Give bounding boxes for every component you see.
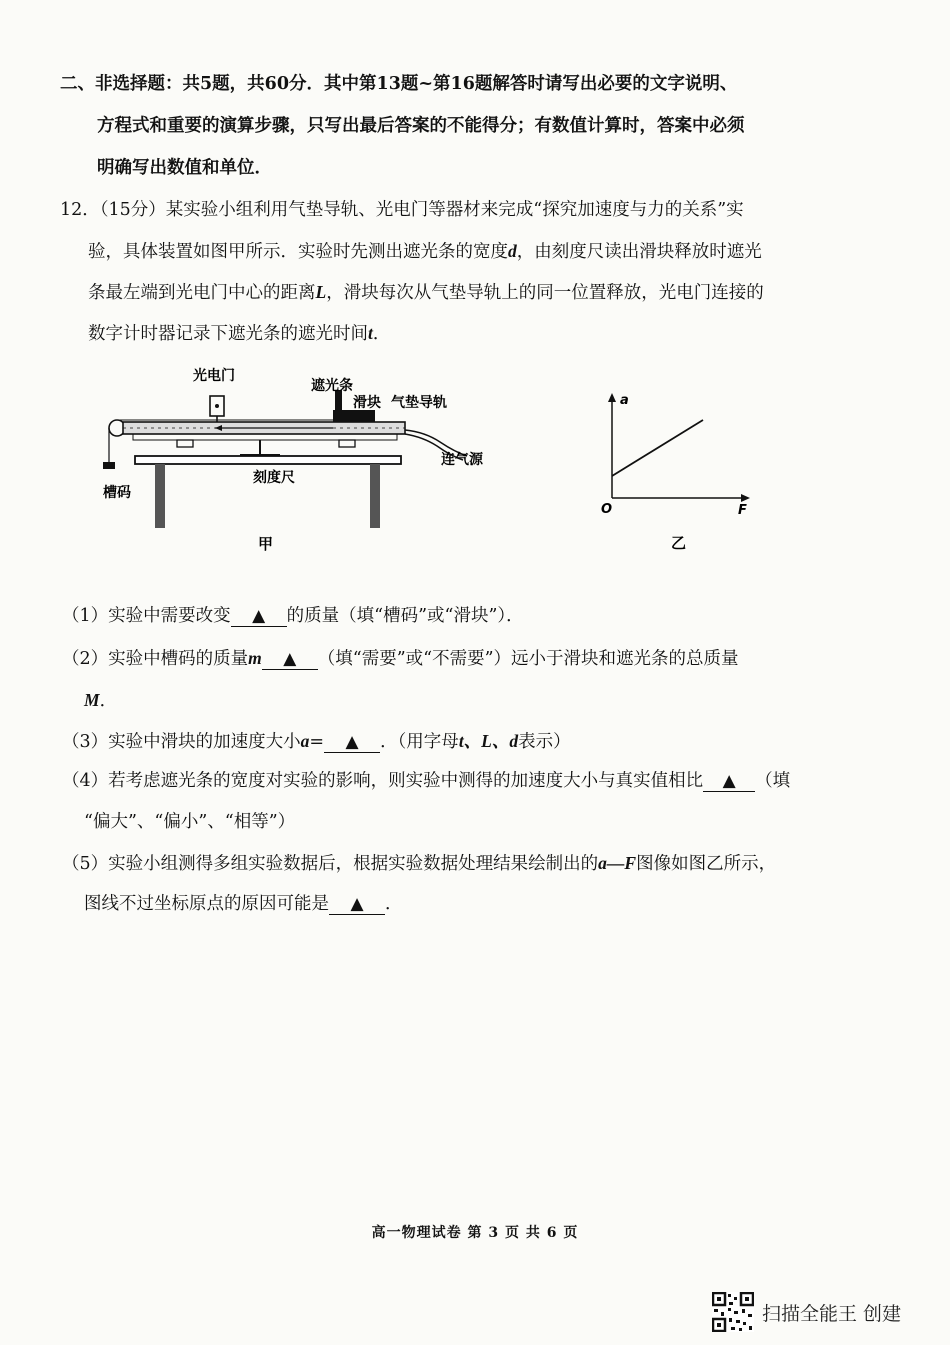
label-air-rail: 气垫导轨 <box>391 395 447 411</box>
q12-line4-text-b: ． <box>372 324 391 344</box>
table-icon <box>135 456 401 464</box>
subq3-text-b: ．（用字母 <box>380 732 459 752</box>
answer-blank-1[interactable]: ▲ <box>231 606 287 627</box>
subq5-text-a: （5）实验小组测得多组实验数据后，根据实验数据处理结果绘制出的 <box>62 854 599 874</box>
subq5-text-b: 图像如图乙所示， <box>636 854 777 874</box>
figure-yi-caption: 乙 <box>671 534 687 552</box>
subq3-text-c: 表示） <box>518 732 571 752</box>
graph-line <box>612 420 703 476</box>
q12-line3-text-b: ，滑块每次从气垫导轨上的同一位置释放，光电门连接的 <box>326 283 764 303</box>
q12-line4 <box>88 321 390 346</box>
origin-label: O <box>601 502 613 517</box>
slider-block-icon <box>333 410 375 422</box>
brand-text: 扫描全能王 创建 <box>762 1302 902 1325</box>
subq-1 <box>62 604 524 628</box>
q12-line1: 12．（15分）某实验小组利用气垫导轨、光电门等器材来完成“探究加速度与力的关系”实 <box>60 200 744 220</box>
label-slider: 滑块 <box>353 395 381 411</box>
answer-blank-3[interactable]: ▲ <box>324 732 380 753</box>
var-aF: a—F <box>598 853 637 873</box>
subq-2 <box>62 646 739 671</box>
subq2-text-a: （2）实验中槽码的质量 <box>62 649 249 669</box>
subq1-text-a: （1）实验中需要改变 <box>62 606 231 626</box>
subq-5 <box>62 851 776 876</box>
var-t: t <box>368 323 373 343</box>
answer-blank-5[interactable]: ▲ <box>329 894 385 915</box>
subq-4 <box>62 769 790 793</box>
subq2-text-c: ． <box>99 691 118 711</box>
figure-jia-caption: 甲 <box>258 535 274 553</box>
subq-4-cont: “偏大”、“偏小”、“相等”） <box>84 812 296 832</box>
subq-3 <box>62 729 571 754</box>
subq4-text-a: （4）若考虑遮光条的宽度对实验的影响，则实验中测得的加速度大小与真实值相比 <box>62 771 704 791</box>
subq2-text-b: （填“需要”或“不需要”）远小于滑块和遮光条的总质量 <box>317 649 739 669</box>
var-a: a <box>300 731 310 751</box>
var-M: M <box>84 690 100 710</box>
figure-graph <box>595 390 765 555</box>
label-light-strip: 遮光条 <box>311 378 353 394</box>
q12-line2-text-b: ，由刻度尺读出滑块释放时遮光 <box>516 242 762 262</box>
q12-line3-text-a: 条最左端到光电门中心的距离 <box>88 283 316 303</box>
label-air-source: 连气源 <box>441 452 483 468</box>
page-footer: 高一物理试卷 第 3 页 共 6 页 <box>371 1225 579 1241</box>
scanner-brand <box>712 1292 901 1332</box>
var-t-L-d: t、L、d <box>458 731 519 751</box>
weight-icon <box>103 462 115 469</box>
answer-blank-2[interactable]: ▲ <box>262 649 318 670</box>
y-axis-label: a <box>620 393 629 408</box>
label-photogate: 光电门 <box>193 368 235 384</box>
label-weight: 槽码 <box>103 485 131 501</box>
subq-2-cont <box>84 688 117 713</box>
subq5-line2-text-b: ． <box>385 894 403 914</box>
subq-5-cont <box>84 892 403 916</box>
x-axis-label: F <box>738 503 747 518</box>
q12-line4-text-a: 数字计时器记录下遮光条的遮光时间 <box>88 324 368 344</box>
subq5-line2-text-a: 图线不过坐标原点的原因可能是 <box>84 894 329 914</box>
var-m: m <box>248 648 262 668</box>
label-ruler: 刻度尺 <box>253 470 295 486</box>
subq4-text-b: （填 <box>755 771 791 791</box>
section-heading-line3: 明确写出数值和单位． <box>97 158 272 178</box>
answer-blank-4[interactable]: ▲ <box>703 771 755 792</box>
q12-line3 <box>88 280 764 305</box>
qr-code-icon <box>712 1292 754 1332</box>
var-d: d <box>508 241 517 261</box>
subq3-eq: = <box>309 732 325 752</box>
subq3-text-a: （3）实验中滑块的加速度大小 <box>62 732 301 752</box>
subq1-text-b: 的质量（填“槽码”或“滑块”）． <box>286 606 524 626</box>
q12-line2-text-a: 验，具体装置如图甲所示．实验时先测出遮光条的宽度 <box>88 242 508 262</box>
section-heading-line2: 方程式和重要的演算步骤，只写出最后答案的不能得分；有数值计算时，答案中必须 <box>97 116 745 136</box>
section-heading-line1: 二、非选择题：共5题，共60分．其中第13题~第16题解答时请写出必要的文字说明、 <box>60 74 738 94</box>
q12-line2 <box>88 239 762 264</box>
figure-apparatus <box>95 360 515 560</box>
var-L: L <box>315 282 327 302</box>
